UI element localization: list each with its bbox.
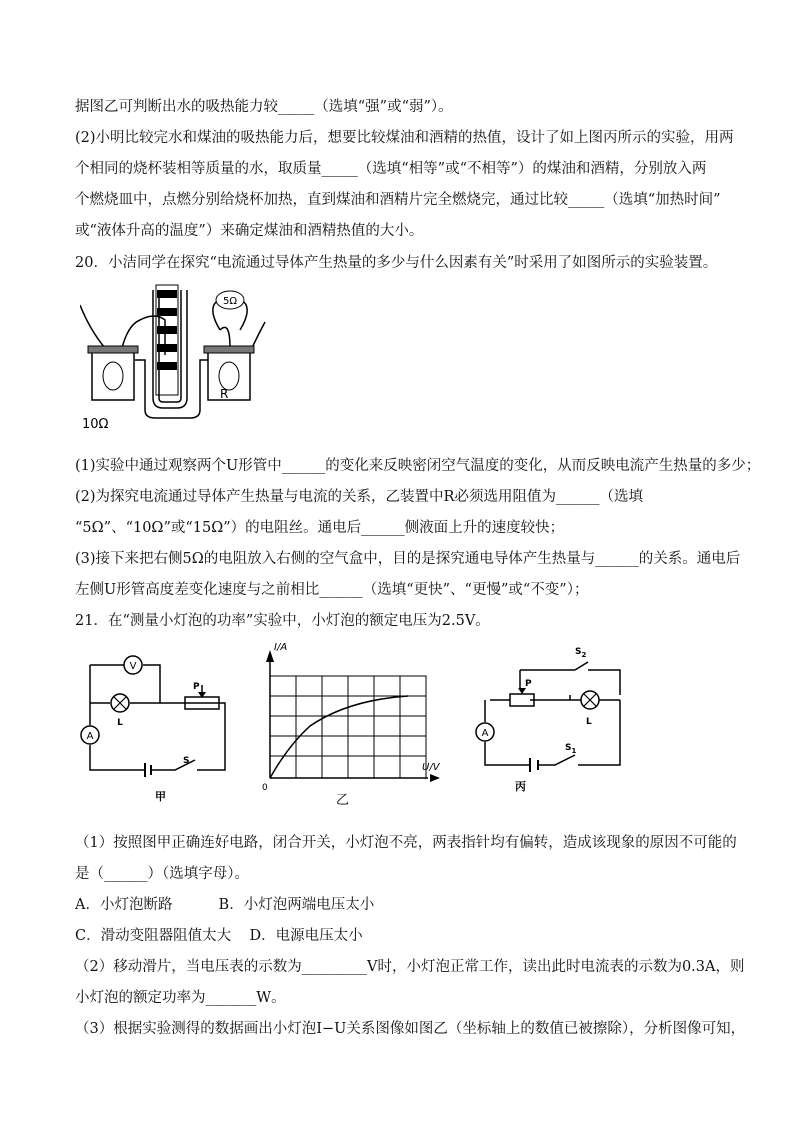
text-line: (2)为探究电流通过导体产生热量与电流的关系，乙装置中R必须选用阻值为______（选填	[75, 489, 643, 505]
slider-label: P	[193, 682, 200, 692]
text-line: 据图乙可判断出水的吸热能力较_____（选填“强”或“弱”）。	[75, 99, 453, 115]
resistor-r-label: R	[220, 387, 229, 401]
text-line: (3)接下来把右侧5Ω的电阻放入右侧的空气盒中，目的是探究通电导体产生热量与______的关系。通电后	[75, 551, 741, 567]
origin-label: 0	[262, 783, 268, 793]
text-line: 个相同的烧杯装相等质量的水，取质量_____（选填“相等”或“不相等”）的煤油和酒精，分别放入两	[75, 161, 707, 177]
text-line: 个燃烧皿中，点燃分别给烧杯加热，直到煤油和酒精片完全燃烧完，通过比较_____（选填“加热时间”	[75, 192, 721, 208]
y-axis-label: I/A	[274, 642, 288, 653]
switch-label: S	[183, 756, 190, 766]
question-21-title: 21．在“测量小灯泡的功率”实验中，小灯泡的额定电压为2.5V。	[75, 613, 490, 629]
text-line: 左侧U形管高度差变化速度与之前相比______（选填“更快”、“更慢”或“不变”）；	[75, 582, 589, 598]
option-line: C．滑动变阻器阻值太大 D．电源电压太小	[75, 928, 363, 944]
question-20-title: 20．小洁同学在探究“电流通过导体产生热量的多少与什么因素有关”时采用了如图所示的实验装置。	[75, 255, 718, 271]
figure-21-jia-circuit	[75, 645, 245, 805]
text-line: 或“液体升高的温度”）来确定煤油和酒精热值的大小。	[75, 223, 424, 239]
ammeter-label: A	[481, 728, 489, 739]
text-line: （2）移动滑片，当电压表的示数为_________V时，小灯泡正常工作，读出此时电流表的示数为0.3A，则	[75, 959, 745, 975]
figure-21-bing-circuit	[470, 640, 640, 800]
text-line: 是（______）（选填字母）。	[75, 866, 249, 882]
option-line: A．小灯泡断路 B．小灯泡两端电压太小	[75, 897, 375, 913]
figure-caption: 丙	[515, 780, 526, 793]
figure-20-apparatus	[80, 280, 280, 435]
resistor-5-label: 5Ω	[222, 296, 238, 307]
figure-21-yi-graph	[258, 638, 448, 808]
lamp-label: L	[117, 718, 123, 728]
switch-s1-label: $S_1$	[565, 743, 577, 755]
resistor-10-label: 10Ω	[82, 417, 109, 432]
figure-caption: 甲	[155, 790, 166, 803]
slider-label: P	[525, 679, 532, 689]
switch-s2-label: $S_2$	[575, 647, 587, 659]
x-axis-label: U/V	[422, 762, 440, 773]
text-line: （1）按照图甲正确连好电路，闭合开关，小灯泡不亮，两表指针均有偏转，造成该现象的原因不可能的	[75, 835, 737, 851]
lamp-label: L	[586, 717, 592, 727]
text-line: “5Ω”、“10Ω”或“15Ω”）的电阻丝。通电后______侧液面上升的速度较快；	[75, 520, 565, 536]
figure-caption: 乙	[336, 793, 350, 808]
text-line: 小灯泡的额定功率为_______W。	[75, 990, 286, 1006]
voltmeter-label: V	[129, 661, 137, 672]
text-line: （3）根据实验测得的数据画出小灯泡I−U关系图像如图乙（坐标轴上的数值已被擦除），分析图像可知，	[75, 1021, 746, 1037]
text-line: (1)实验中通过观察两个U形管中______的变化来反映密闭空气温度的变化，从而反映电流产生热量的多少；	[75, 458, 761, 474]
ammeter-label: A	[86, 731, 94, 742]
text-line: (2)小明比较完水和煤油的吸热能力后，想要比较煤油和酒精的热值，设计了如上图丙所示的实验，用两	[75, 130, 734, 146]
